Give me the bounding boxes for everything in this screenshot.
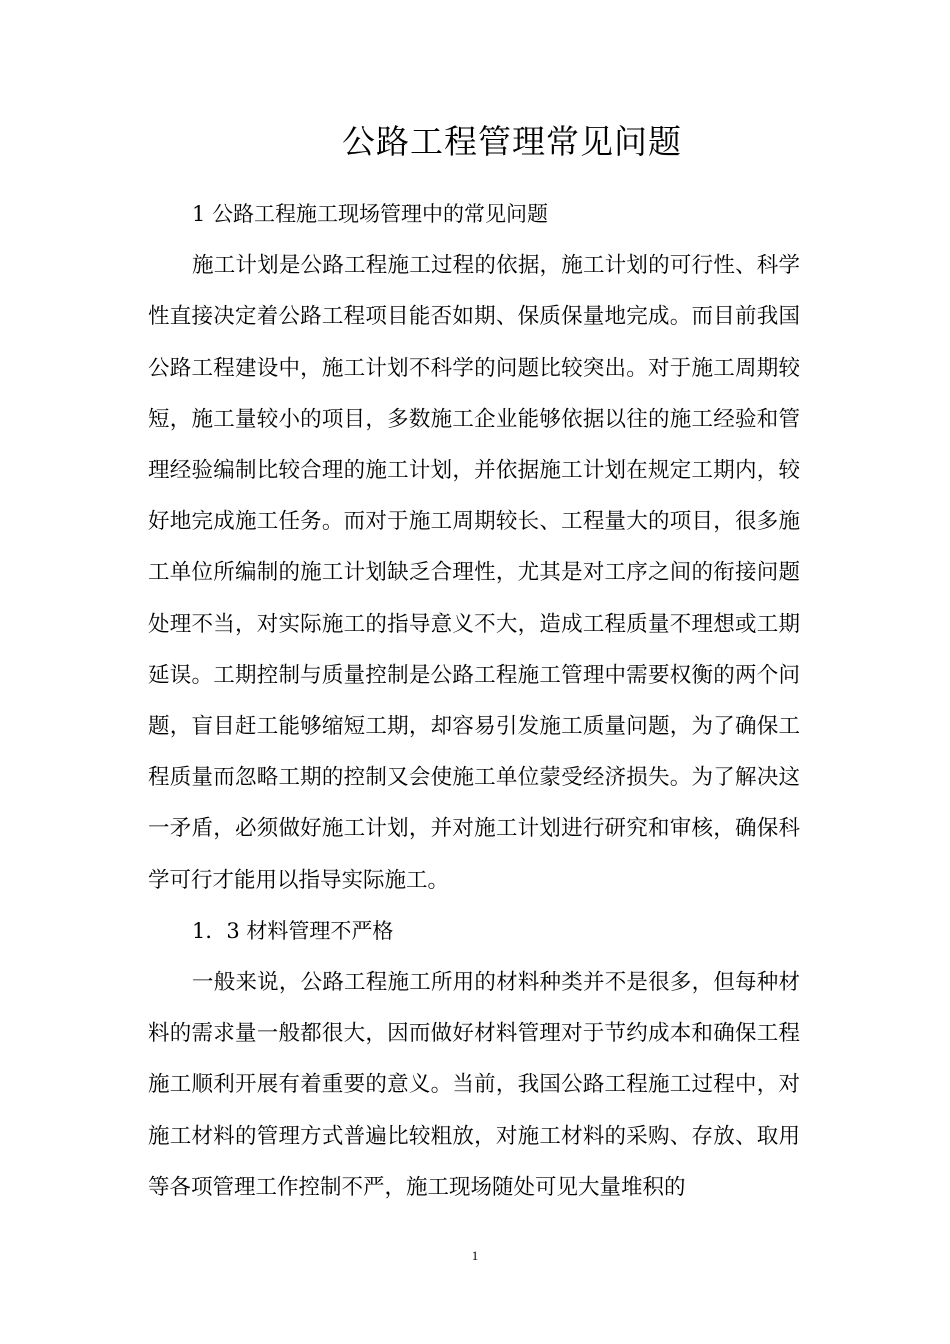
section-heading-1-3: 1．3 材料管理不严格 bbox=[192, 918, 394, 943]
page-number: 1 bbox=[471, 1248, 479, 1263]
section-heading-1: 1 公路工程施工现场管理中的常见问题 bbox=[192, 202, 549, 226]
paragraph-construction-plan: 施工计划是公路工程施工过程的依据，施工计划的可行性、科学性直接决定着公路工程项目能否如期、保质保量地完成。而目前我国公路工程建设中，施工计划不科学的问题比较突出。对于施工周期较短，施工量较小的项目，多数施工企业能够依据以往的施工经验和管理经验编制比较合理的施工计划，并依据施工计划在规定工期内，较好地完成施工任务。而对于施工周期较长、工程量大的项目，很多施工单位所编制的施工计划缺乏合理性，尤其是对工序之间的衔接问题处理不当，对实际施工的指导意义不大，造成工程质量不理想或工期延误。工期控制与质量控制是公路工程施工管理中需要权衡的两个问题，盲目赶工能够缩短工期，却容易引发施工质量问题，为了确保工程质量而忽略工期的控制又会使施工单位蒙受经济损失。为了解决这一矛盾，必须做好施工计划，并对施工计划进行研究和审核，确保科学可行才能用以指导实际施工。 bbox=[148, 253, 800, 893]
paragraph-material-management: 一般来说，公路工程施工所用的材料种类并不是很多，但每种材料的需求量一般都很大，因而做好材料管理对于节约成本和确保工程施工顺利开展有着重要的意义。当前，我国公路工程施工过程中，对施工材料的管理方式普遍比较粗放，对施工材料的采购、存放、取用等各项管理工作控制不严，施工现场随处可见大量堆积的 bbox=[148, 970, 800, 1200]
document-body bbox=[148, 189, 800, 1213]
document-title: 公路工程管理常见问题 bbox=[342, 122, 682, 161]
